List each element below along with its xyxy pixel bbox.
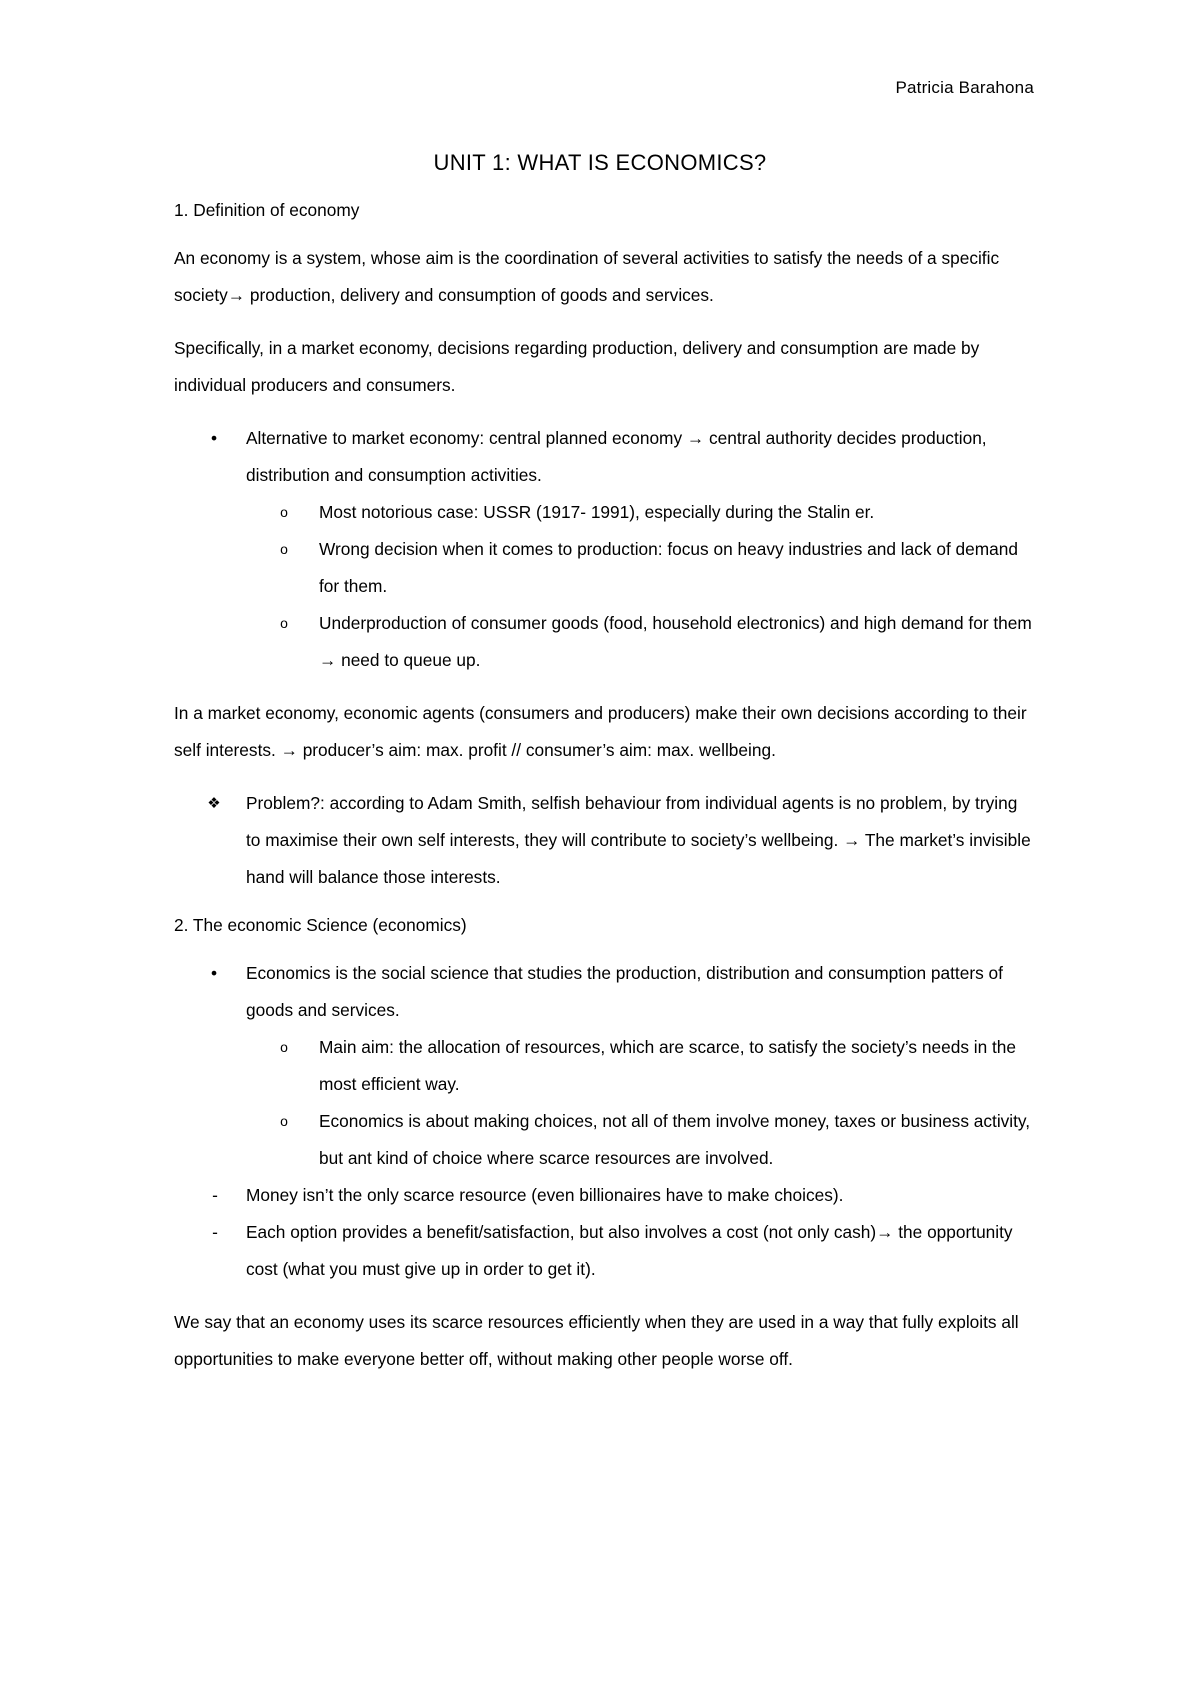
sub-item-text: Underproduction of consumer goods (food, household electronics) and high demand for them → need to queue up. (319, 613, 1032, 670)
section-1-paragraph-3: In a market economy, economic agents (consumers and producers) make their own decisions according to their self interests. → producer’s aim: max. profit // consumer’s aim: max. wellbeing. (174, 703, 1027, 760)
sub-bullet-marker: o (280, 615, 288, 631)
closing-paragraph: We say that an economy uses its scarce resources efficiently when they are used in a way that fully exploits all opportunities to make everyone better off, without making other people worse off. (174, 1312, 1019, 1369)
sub-item-text: Wrong decision when it comes to production: focus on heavy industries and lack of demand for them. (319, 539, 1019, 596)
section-1-bullet-list (174, 420, 1034, 679)
header-author: Patricia Barahona (895, 78, 1034, 97)
list-item (174, 1177, 1034, 1214)
dash-item-text: Each option provides a benefit/satisfaction, but also involves a cost (not only cash)→ the opportunity cost (what you must give up in order to get it). (246, 1222, 1013, 1279)
document-body (174, 197, 1034, 1394)
section-1-paragraph-1: An economy is a system, whose aim is the coordination of several activities to satisfy the needs of a specific society→ production, delivery and consumption of goods and services. (174, 248, 1000, 305)
dash-item-text: Money isn’t the only scarce resource (even billionaires have to make choices). (246, 1185, 844, 1205)
sub-item-text: Economics is about making choices, not all of them involve money, taxes or business activity, but ant kind of choice where scarce resources are involved. (319, 1111, 1031, 1168)
sub-list-item (174, 1029, 1034, 1103)
sub-bullet-marker: o (280, 1039, 288, 1055)
section-2-heading: 2. The economic Science (economics) (174, 915, 467, 935)
section-1-heading: 1. Definition of economy (174, 200, 360, 220)
page-title: UNIT 1: WHAT IS ECONOMICS? (433, 150, 767, 175)
problem-list (174, 785, 1034, 896)
sub-bullet-marker: o (280, 541, 288, 557)
problem-text: Problem?: according to Adam Smith, selfish behaviour from individual agents is no problem, by trying to maximise their own self interests, they will contribute to society’s wellbeing. → The market’s invisible hand will balance those interests. (246, 793, 1031, 887)
sub-bullet-marker: o (280, 504, 288, 520)
sub-list-item (174, 1103, 1034, 1177)
bullet-text: Alternative to market economy: central planned economy → central authority decides production, distribution and consumption activities. (246, 428, 987, 485)
list-item (174, 785, 1034, 896)
sub-item-text: Most notorious case: USSR (1917- 1991), especially during the Stalin er. (319, 502, 875, 522)
bullet-marker: • (210, 963, 218, 983)
sub-list (174, 1029, 1034, 1177)
list-item (174, 955, 1034, 1029)
dash-marker: - (212, 1222, 218, 1242)
section-1-paragraph-2: Specifically, in a market economy, decisions regarding production, delivery and consumption are made by individual producers and consumers. (174, 338, 980, 395)
dash-marker: - (212, 1185, 218, 1205)
sub-list (174, 494, 1034, 679)
sub-item-text: Main aim: the allocation of resources, which are scarce, to satisfy the society’s needs in the most efficient way. (319, 1037, 1017, 1094)
bullet-text: Economics is the social science that studies the production, distribution and consumption patters of goods and services. (246, 963, 1003, 1020)
list-item (174, 420, 1034, 494)
sub-list-item (174, 494, 1034, 531)
bullet-marker: • (210, 428, 218, 448)
diamond-bullet-icon: ❖ (207, 795, 221, 812)
list-item (174, 1214, 1034, 1288)
section-2-bullet-list (174, 955, 1034, 1177)
sub-list-item (174, 531, 1034, 605)
sub-bullet-marker: o (280, 1113, 288, 1129)
sub-list-item (174, 605, 1034, 679)
dash-list (174, 1177, 1034, 1288)
